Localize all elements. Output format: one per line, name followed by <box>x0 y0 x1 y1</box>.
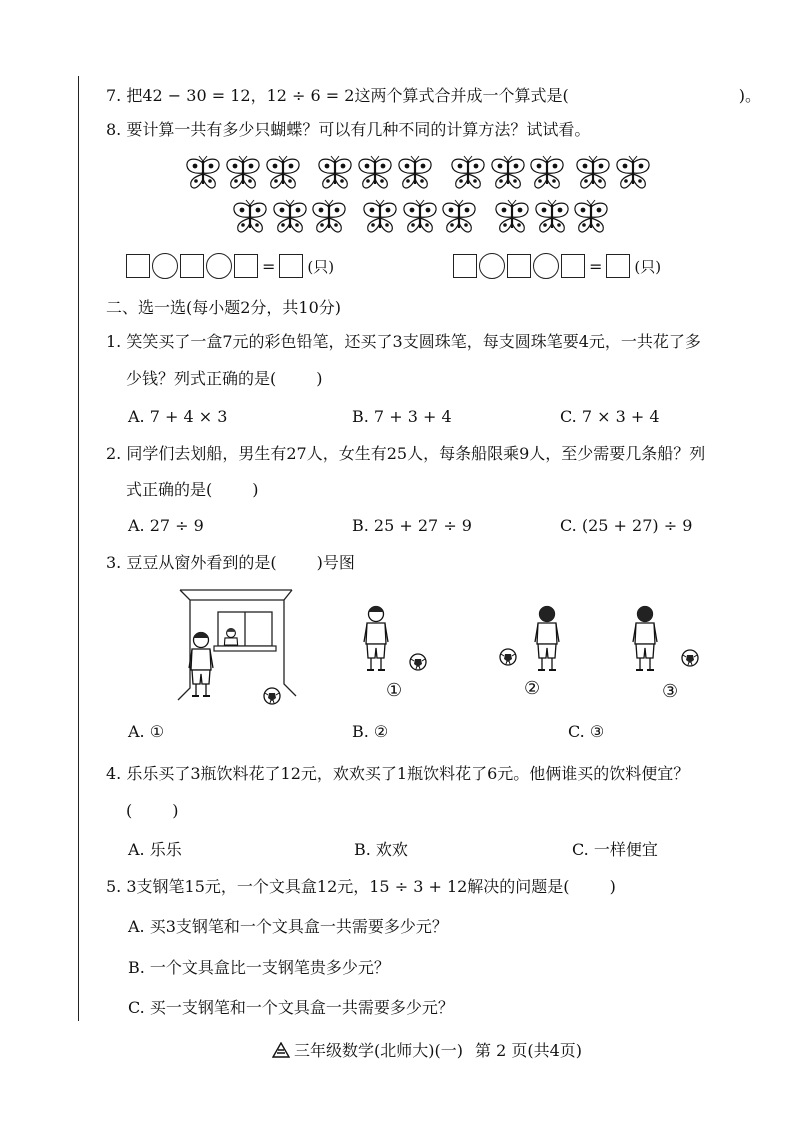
page-footer <box>272 1038 582 1061</box>
butterflies-figure <box>0 150 794 270</box>
question-8: 8. 要计算一共有多少只蝴蝶？可以有几种不同的计算方法？试试看。 <box>106 120 591 139</box>
choice-4-option-c[interactable]: C. 一样便宜 <box>572 840 658 859</box>
choice-2-option-a[interactable]: A. 27 ÷ 9 <box>128 516 204 535</box>
operator-circle[interactable] <box>152 253 178 279</box>
choice-3-option-c[interactable]: C. ③ <box>568 722 605 741</box>
choice-1-line1: 1. 笑笑买了一盒7元的彩色铅笔，还买了3支圆珠笔，每支圆珠笔要4元，一共花了多 <box>106 332 701 351</box>
equation-row-2: = (只) <box>453 253 661 279</box>
choice-1-line2: 少钱？列式正确的是( ) <box>126 369 323 388</box>
equation-row-1: = (只) <box>126 253 334 279</box>
answer-box[interactable] <box>234 254 258 278</box>
answer-box[interactable] <box>180 254 204 278</box>
question-7: 7. 把42 − 30 = 12，12 ÷ 6 = 2这两个算式合并成一个算式是( )。 <box>106 86 761 105</box>
page-number: 第 2 页(共4页) <box>474 1041 583 1060</box>
choice-5-option-b[interactable]: B. 一个文具盒比一支钢笔贵多少元？ <box>128 958 390 977</box>
operator-circle[interactable] <box>533 253 559 279</box>
answer-box[interactable] <box>561 254 585 278</box>
choice-1-option-b[interactable]: B. 7 + 3 + 4 <box>352 407 452 426</box>
choice-3-option-b[interactable]: B. ② <box>352 722 389 741</box>
footer-title: 三年级数学(北师大)(一) <box>294 1041 463 1060</box>
choice-1-option-a[interactable]: A. 7 + 4 × 3 <box>128 407 228 426</box>
choice-3: 3. 豆豆从窗外看到的是( )号图 <box>106 553 355 572</box>
operator-circle[interactable] <box>206 253 232 279</box>
figure-label-3: ③ <box>662 681 679 702</box>
choice-3-option-a[interactable]: A. ① <box>128 722 165 741</box>
choice-4-option-b[interactable]: B. 欢欢 <box>354 840 408 859</box>
choice-2-line2: 式正确的是( ) <box>126 480 259 499</box>
figure-label-1: ① <box>386 680 403 701</box>
operator-circle[interactable] <box>479 253 505 279</box>
choice-2-option-b[interactable]: B. 25 + 27 ÷ 9 <box>352 516 472 535</box>
choice-4-line1: 4. 乐乐买了3瓶饮料花了12元，欢欢买了1瓶饮料花了6元。他俩谁买的饮料便宜？ <box>106 764 690 783</box>
choice-2-line1: 2. 同学们去划船，男生有27人，女生有25人，每条船限乘9人，至少需要几条船？列 <box>106 444 706 463</box>
choice-5-option-c[interactable]: C. 买一支钢笔和一个文具盒一共需要多少元？ <box>128 998 454 1017</box>
answer-box[interactable] <box>279 254 303 278</box>
answer-box[interactable] <box>126 254 150 278</box>
answer-box[interactable] <box>507 254 531 278</box>
choice-2-option-c[interactable]: C. (25 + 27) ÷ 9 <box>560 516 693 535</box>
choice-5-option-a[interactable]: A. 买3支钢笔和一个文具盒一共需要多少元？ <box>128 917 448 936</box>
section-heading: 二、选一选(每小题2分，共10分) <box>106 298 342 317</box>
choice-1-option-c[interactable]: C. 7 × 3 + 4 <box>560 407 660 426</box>
choice-4-option-a[interactable]: A. 乐乐 <box>128 840 182 859</box>
answer-box[interactable] <box>453 254 477 278</box>
choice-4-line2: ( ) <box>126 801 179 820</box>
answer-box[interactable] <box>606 254 630 278</box>
publisher-logo-icon <box>272 1042 290 1058</box>
figure-label-2: ② <box>524 678 541 699</box>
q7-text: 7. 把42 − 30 = 12，12 ÷ 6 = 2这两个算式合并成一个算式是( <box>106 86 569 105</box>
choice-5: 5. 3支钢笔15元，一个文具盒12元，15 ÷ 3 + 12解决的问题是( ) <box>106 877 616 896</box>
